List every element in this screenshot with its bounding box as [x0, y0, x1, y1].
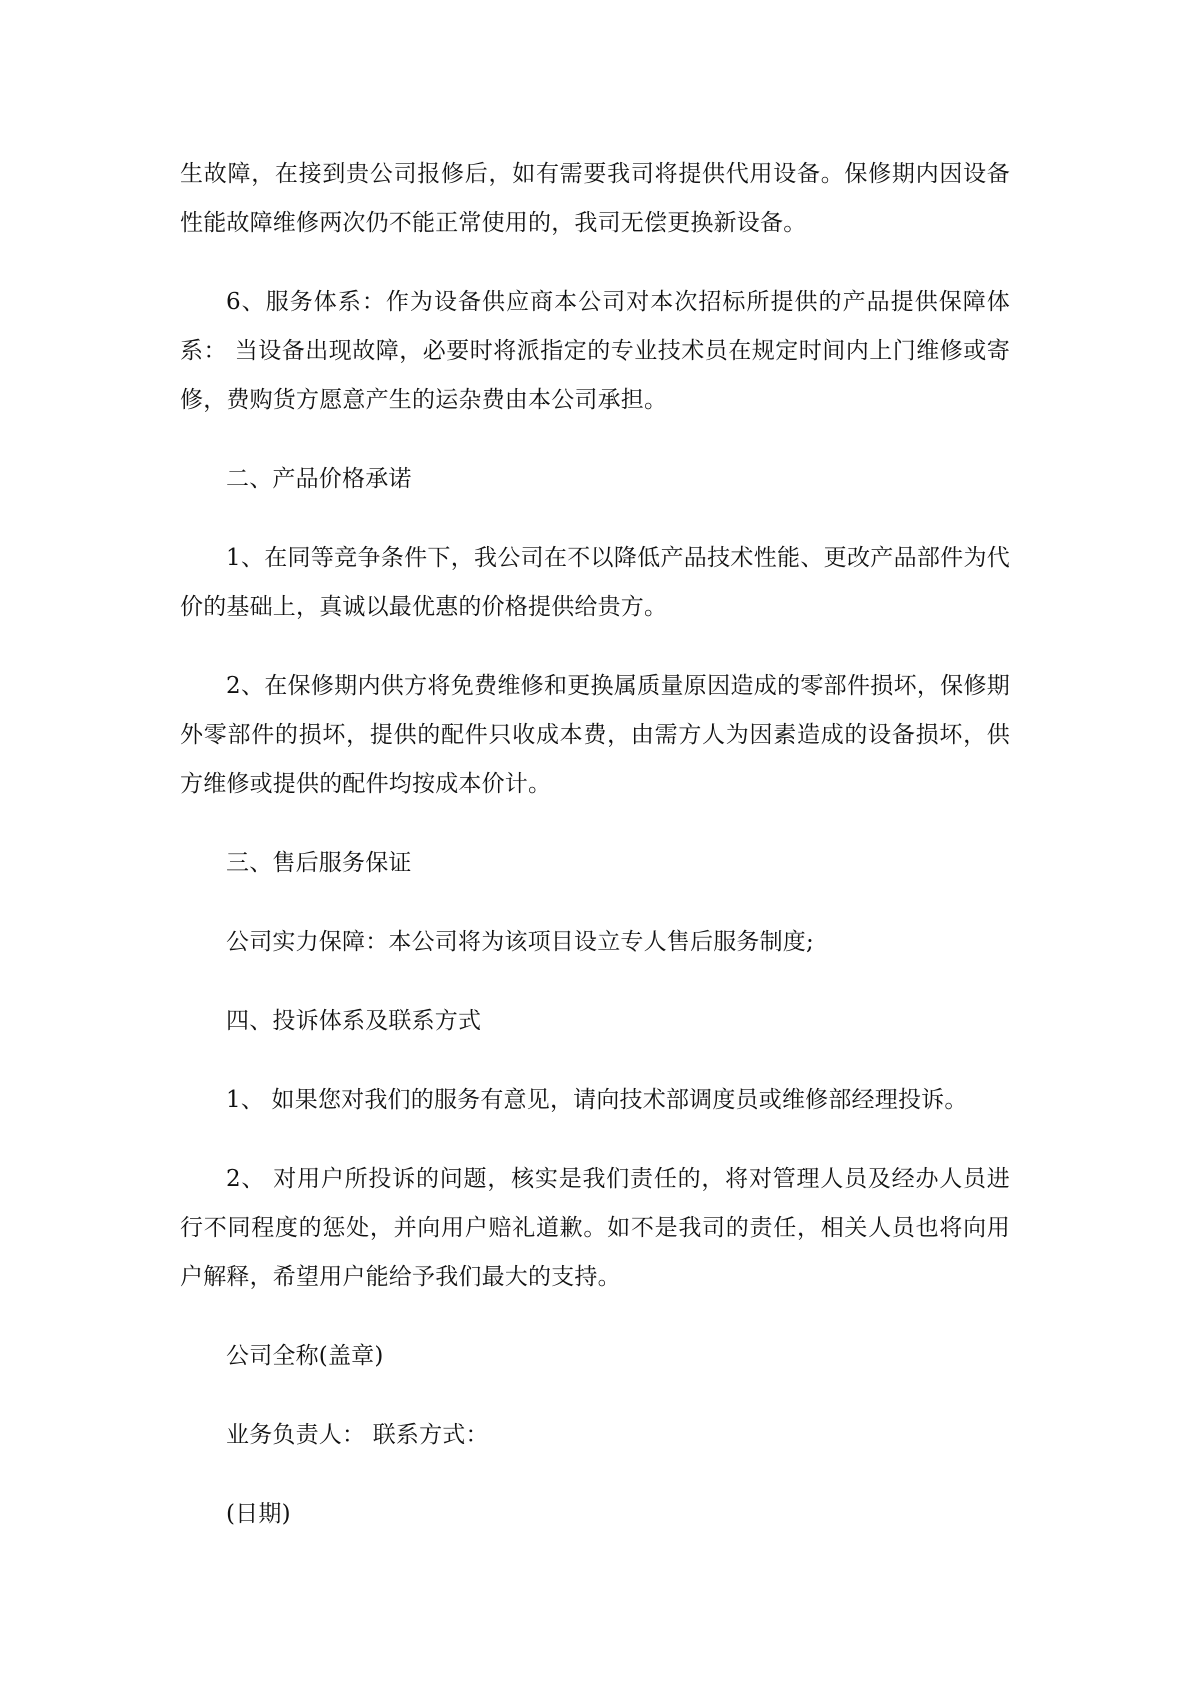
paragraph-complaint-item-1: 1、 如果您对我们的服务有意见，请向技术部调度员或维修部经理投诉。: [226, 1087, 968, 1113]
heading-after-sales-guarantee: 三、售后服务保证: [226, 850, 412, 876]
paragraph-price-item-1: 1、在同等竞争条件下，我公司在不以降低产品技术性能、更改产品部件为代价的基础上，真诚以最优惠的价格提供给贵方。: [180, 545, 1010, 620]
date-line: (日期): [226, 1501, 291, 1527]
heading-complaint-system: 四、投诉体系及联系方式: [226, 1008, 482, 1034]
paragraph-warranty-continuation: 生故障，在接到贵公司报修后，如有需要我司将提供代用设备。保修期内因设备性能故障维修两次仍不能正常使用的，我司无偿更换新设备。: [180, 161, 1010, 236]
heading-price-commitment: 二、产品价格承诺: [226, 466, 412, 492]
contact-info: 业务负责人： 联系方式：: [226, 1422, 489, 1448]
paragraph-service-system: 6、服务体系：作为设备供应商本公司对本次招标所提供的产品提供保障体系： 当设备出现故障，必要时将派指定的专业技术员在规定时间内上门维修或寄修，费购货方愿意产生的运杂费由本公司承担。: [180, 289, 1010, 413]
paragraph-company-strength: 公司实力保障：本公司将为该项目设立专人售后服务制度;: [226, 929, 814, 955]
company-name-seal: 公司全称(盖章): [226, 1343, 384, 1369]
paragraph-price-item-2: 2、在保修期内供方将免费维修和更换属质量原因造成的零部件损坏，保修期外零部件的损坏，提供的配件只收成本费，由需方人为因素造成的设备损坏，供方维修或提供的配件均按成本价计。: [180, 673, 1010, 797]
paragraph-complaint-item-2: 2、 对用户所投诉的问题，核实是我们责任的，将对管理人员及经办人员进行不同程度的惩处，并向用户赔礼道歉。如不是我司的责任，相关人员也将向用户解释，希望用户能给予我们最大的支持。: [180, 1166, 1010, 1290]
document-body: [180, 150, 1010, 1539]
